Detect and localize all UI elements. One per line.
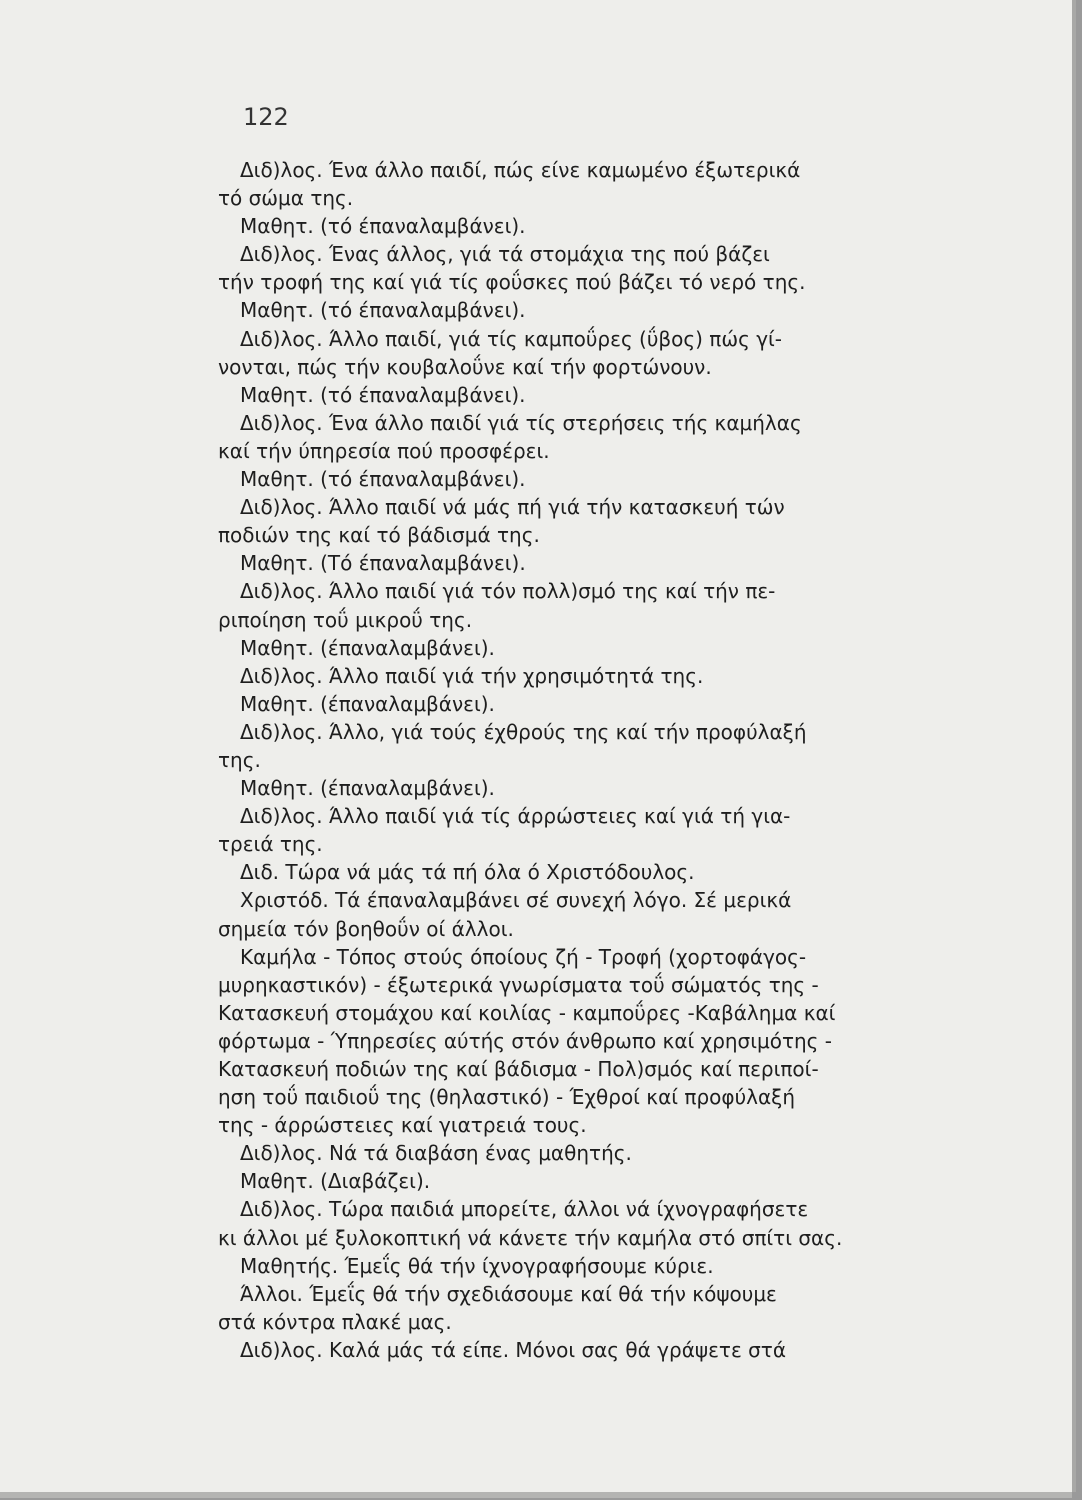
text-line: Διδ)λος. Ένα άλλο παιδί, πώς είνε καμωμένο έξωτερικά [240, 158, 801, 182]
text-line: τρειά της. [218, 832, 323, 857]
text-line: Μαθητ. (Τό έπαναλαμβάνει). [240, 551, 526, 576]
text-line: της. [218, 747, 261, 772]
text-line: τό σώμα της. [218, 186, 354, 211]
text-line: της - άρρώστειες καί γιατρειά τους. [218, 1113, 587, 1138]
text-line: Μαθητ. (έπαναλαμβάνει). [240, 691, 495, 716]
text-line: τήν τροφή της καί γιά τίς φοΰσκες πού βάζει τό νερό της. [218, 270, 806, 295]
text-line: Μαθητ. (τό έπαναλαμβάνει). [240, 298, 526, 323]
text-line: Μαθητ. (τό έπαναλαμβάνει). [240, 382, 526, 407]
text-line: καί τήν ύπηρεσία πού προσφέρει. [218, 438, 550, 463]
text-line: Μαθητ. (Διαβάζει). [240, 1169, 431, 1194]
text-line: Διδ)λος. Νά τά διαβάση ένας μαθητής. [240, 1141, 632, 1166]
text-line: στά κόντρα πλακέ μας. [218, 1309, 452, 1334]
text-line: Διδ)λος. Καλά μάς τά είπε. Μόνοι σας θά γράψετε στά [240, 1337, 787, 1362]
text-line: Διδ. Τώρα νά μάς τά πή όλα ό Χριστόδουλος. [240, 860, 695, 885]
text-line: Χριστόδ. Τά έπαναλαμβάνει σέ συνεχή λόγο. Σέ μερικά [240, 888, 792, 913]
page-text [218, 156, 938, 1364]
text-line: Διδ)λος. Άλλο παιδί γιά τίς άρρώστειες καί γιά τή για- [240, 804, 791, 829]
text-line: κι άλλοι μέ ξυλοκοπτική νά κάνετε τήν καμήλα στό σπίτι σας. [218, 1225, 843, 1250]
page-number: 122 [243, 103, 289, 131]
text-line: σημεία τόν βοηθοΰν οί άλλοι. [218, 916, 514, 941]
text-line: Καμήλα - Τόπος στούς όποίους ζή - Τροφή (χορτοφάγος- [240, 944, 807, 969]
text-line: ηση τοΰ παιδιοΰ της (θηλαστικό) - Έχθροί καί προφύλαξή [218, 1085, 795, 1110]
text-line: νονται, πώς τήν κουβαλοΰνε καί τήν φορτώνουν. [218, 354, 712, 379]
text-line: Διδ)λος. Άλλο παιδί γιά τόν πολλ)σμό της καί τήν πε- [240, 579, 776, 604]
text-line: Μαθητ. (τό έπαναλαμβάνει). [240, 467, 526, 492]
text-line: ποδιών της καί τό βάδισμά της. [218, 523, 540, 548]
text-line: Διδ)λος. Άλλο, γιά τούς έχθρούς της καί τήν προφύλαξή [240, 719, 807, 744]
text-line: Διδ)λος. Άλλο παιδί γιά τήν χρησιμότητά της. [240, 663, 704, 688]
text-line: μυρηκαστικόν) - έξωτερικά γνωρίσματα τοΰ σώματός της - [218, 972, 819, 997]
text-line: φόρτωμα - Ύπηρεσίες αύτής στόν άνθρωπο καί χρησιμότης - [218, 1028, 832, 1053]
text-line: Διδ)λος. Άλλο παιδί, γιά τίς καμποΰρες (ΰβος) πώς γί- [240, 326, 783, 351]
text-line: Μαθητ. (έπαναλαμβάνει). [240, 776, 495, 801]
text-line: Μαθητ. (τό έπαναλαμβάνει). [240, 214, 526, 239]
text-line: Άλλοι. Έμεΐς θά τήν σχεδιάσουμε καί θά τήν κόψουμε [240, 1281, 777, 1306]
text-line: Διδ)λος. Τώρα παιδιά μπορείτε, άλλοι νά ίχνογραφήσετε [240, 1197, 809, 1222]
text-line: Κατασκευή ποδιών της καί βάδισμα - Πολ)σμός καί περιποί- [218, 1057, 819, 1081]
text-line: Διδ)λος. Άλλο παιδί νά μάς πή γιά τήν κατασκευή τών [240, 495, 785, 520]
text-line: Κατασκευή στομάχου καί κοιλίας - καμποΰρες -Καβάλημα καί [218, 1000, 836, 1025]
text-line: Μαθητ. (έπαναλαμβάνει). [240, 635, 495, 660]
text-line: Μαθητής. Έμεΐς θά τήν ίχνογραφήσουμε κύριε. [240, 1253, 714, 1278]
text-line: Διδ)λος. Ένας άλλος, γιά τά στομάχια της πού βάζει [240, 242, 770, 267]
text-line: Διδ)λος. Ένα άλλο παιδί γιά τίς στερήσεις τής καμήλας [240, 410, 802, 435]
text-line: ριποίηση τοΰ μικροΰ της. [218, 607, 473, 632]
